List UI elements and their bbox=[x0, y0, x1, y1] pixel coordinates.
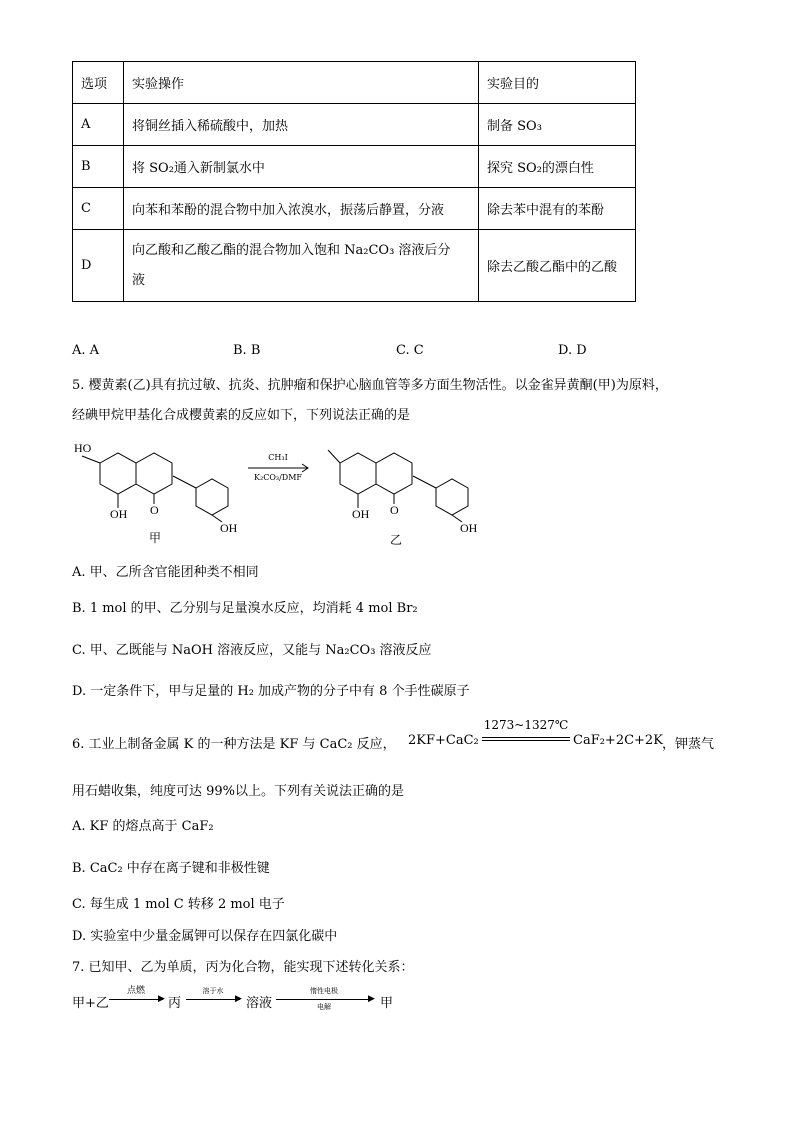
jia-ho-label: HO bbox=[74, 441, 92, 455]
row-option: A bbox=[73, 104, 124, 146]
q7-arrow-2 bbox=[186, 999, 240, 1000]
q6-eq-right: CaF₂+2C+2K bbox=[573, 733, 663, 748]
q6-option-d: D. 实验室中少量金属钾可以保存在四氯化碳中 bbox=[72, 929, 338, 944]
q7-arrowhead-2: ▶ bbox=[235, 994, 242, 1004]
q6-eq-left: 2KF+CaC₂ bbox=[408, 733, 479, 748]
q5-reaction-scheme bbox=[60, 436, 500, 551]
q7-arrowhead-1: ▶ bbox=[158, 994, 165, 1004]
q6-option-a: A. KF 的熔点高于 CaF₂ bbox=[72, 819, 214, 834]
jia-label: 甲 bbox=[149, 531, 162, 545]
q7-arrow-3 bbox=[276, 999, 372, 1000]
q7-condition-1: 点燃 bbox=[126, 986, 145, 996]
q7-species-1: 甲+乙 bbox=[72, 996, 109, 1011]
q7-condition-3-bottom: 电解 bbox=[317, 1003, 331, 1011]
q7-condition-2: 溶于水 bbox=[202, 987, 224, 995]
row-option: C bbox=[73, 188, 124, 230]
row-purpose: 探究 SO₂的漂白性 bbox=[479, 146, 636, 188]
table-row bbox=[73, 104, 636, 146]
q7-condition-3-top: 惰性电极 bbox=[310, 987, 338, 995]
jia-oh-label: OH bbox=[110, 507, 128, 521]
q7-arrow-1 bbox=[109, 999, 163, 1000]
header-purpose: 实验目的 bbox=[479, 62, 636, 104]
q6-stem-a: 6. 工业上制备金属 K 的一种方法是 KF 与 CaC₂ 反应， bbox=[72, 737, 396, 752]
q6-eq-sign bbox=[482, 737, 570, 741]
q5-option-b: B. 1 mol 的甲、乙分别与足量溴水反应，均消耗 4 mol Br₂ bbox=[72, 601, 418, 616]
table-row bbox=[73, 188, 636, 230]
q5-stem-line2: 经碘甲烷甲基化合成樱黄素的反应如下，下列说法正确的是 bbox=[72, 408, 411, 423]
yi-oh2-label: OH bbox=[460, 521, 478, 535]
q7-species-4: 甲 bbox=[380, 996, 394, 1011]
yi-label: 乙 bbox=[390, 533, 403, 547]
row-purpose: 制备 SO₃ bbox=[479, 104, 636, 146]
jia-o-label: O bbox=[150, 503, 159, 517]
row-operation: 将铜丝插入稀硫酸中，加热 bbox=[124, 104, 479, 146]
row-operation-line2: 液 bbox=[132, 272, 146, 288]
reagent-bottom: K₂CO₃/DMF bbox=[254, 473, 302, 482]
q6-eq-condition: 1273~1327℃ bbox=[483, 718, 569, 732]
row-operation-line1: 向乙酸和乙酸乙酯的混合物加入饱和 Na₂CO₃ 溶液后分 bbox=[132, 242, 451, 258]
q5-option-d: D. 一定条件下，甲与足量的 H₂ 加成产物的分子中有 8 个手性碳原子 bbox=[72, 684, 470, 699]
row-operation bbox=[124, 230, 479, 302]
q6-stem-line2: 用石蜡收集，纯度可达 99%以上。下列有关说法正确的是 bbox=[72, 784, 405, 799]
q5-option-a: A. 甲、乙所含官能团种类不相同 bbox=[72, 565, 259, 580]
q4-choice-c: C. C bbox=[396, 343, 424, 358]
row-option: B bbox=[73, 146, 124, 188]
q7-species-3: 溶液 bbox=[246, 996, 273, 1011]
q4-choice-b: B. B bbox=[233, 343, 261, 358]
q7-stem: 7. 已知甲、乙为单质，丙为化合物，能实现下述转化关系： bbox=[72, 960, 414, 975]
q6-option-c: C. 每生成 1 mol C 转移 2 mol 电子 bbox=[72, 897, 285, 912]
header-option: 选项 bbox=[73, 62, 124, 104]
q7-species-2: 丙 bbox=[168, 996, 182, 1011]
row-operation: 将 SO₂通入新制氯水中 bbox=[124, 146, 479, 188]
q6-stem-b: ，钾蒸气 bbox=[662, 737, 715, 752]
yi-o-label: O bbox=[390, 503, 399, 517]
row-operation: 向苯和苯酚的混合物中加入浓溴水，振荡后静置，分液 bbox=[124, 188, 479, 230]
row-option: D bbox=[73, 230, 124, 302]
header-operation: 实验操作 bbox=[124, 62, 479, 104]
q4-choice-a: A. A bbox=[72, 343, 100, 358]
q5-option-c: C. 甲、乙既能与 NaOH 溶液反应，又能与 Na₂CO₃ 溶液反应 bbox=[72, 643, 432, 658]
jia-oh2-label: OH bbox=[220, 521, 238, 535]
table-row bbox=[73, 230, 636, 302]
reaction-arrow bbox=[248, 464, 308, 472]
yi-oh-label: OH bbox=[352, 507, 370, 521]
q4-choice-d: D. D bbox=[558, 343, 587, 358]
reagent-top: CH₃I bbox=[268, 453, 288, 462]
row-purpose: 除去苯中混有的苯酚 bbox=[479, 188, 636, 230]
q6-option-b: B. CaC₂ 中存在离子键和非极性键 bbox=[72, 861, 270, 876]
table-header-row bbox=[73, 62, 636, 104]
q5-stem-line1: 5. 樱黄素(乙)具有抗过敏、抗炎、抗肿瘤和保护心脑血管等多方面生物活性。以金雀异黄酮(甲)为原料， bbox=[72, 378, 668, 393]
q7-arrowhead-3: ▶ bbox=[368, 994, 375, 1004]
table-row bbox=[73, 146, 636, 188]
row-purpose: 除去乙酸乙酯中的乙酸 bbox=[479, 230, 636, 302]
experiment-table bbox=[72, 61, 636, 302]
